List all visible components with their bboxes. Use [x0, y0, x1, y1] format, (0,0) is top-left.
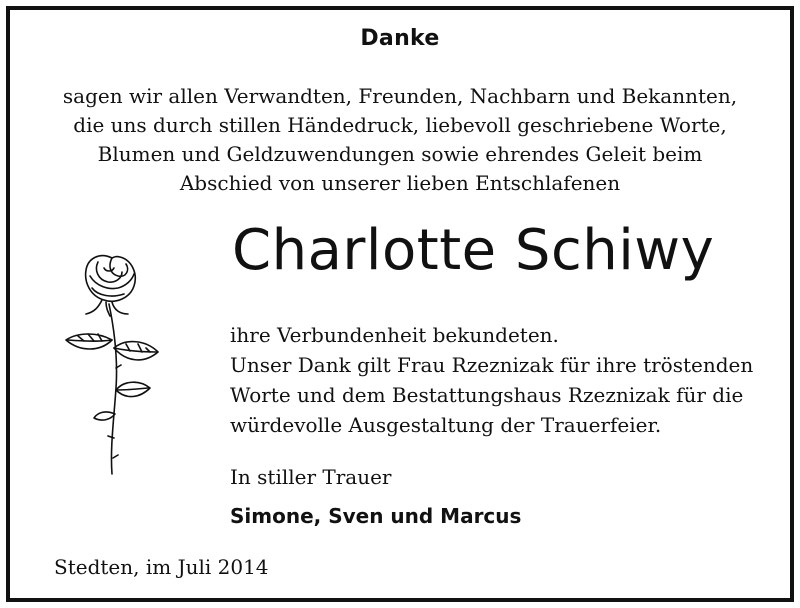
intro-text [10, 82, 790, 198]
notice-title: Danke [360, 26, 440, 51]
body-line: Worte und dem Bestattungshaus Rzeznizak für die [230, 383, 744, 407]
body-text [230, 320, 753, 440]
body-line: ihre Verbundenheit bekundeten. [230, 323, 559, 347]
intro-line: Blumen und Geldzuwendungen sowie ehrendes Geleit beim [97, 142, 703, 166]
rose-illustration [54, 248, 164, 476]
obituary-notice [6, 6, 794, 602]
mourning-line: In stiller Trauer [230, 465, 392, 489]
intro-line: die uns durch stillen Händedruck, liebevoll geschriebene Worte, [73, 113, 727, 137]
intro-line: sagen wir allen Verwandten, Freunden, Nachbarn und Bekannten, [62, 84, 738, 108]
deceased-name: Charlotte Schiwy [232, 218, 715, 283]
signers: Simone, Sven und Marcus [230, 504, 522, 528]
place-date: Stedten, im Juli 2014 [54, 555, 269, 579]
body-line: würdevolle Ausgestaltung der Trauerfeier. [230, 413, 662, 437]
intro-line: Abschied von unserer lieben Entschlafenen [179, 171, 621, 195]
body-line: Unser Dank gilt Frau Rzeznizak für ihre tröstenden [230, 353, 754, 377]
